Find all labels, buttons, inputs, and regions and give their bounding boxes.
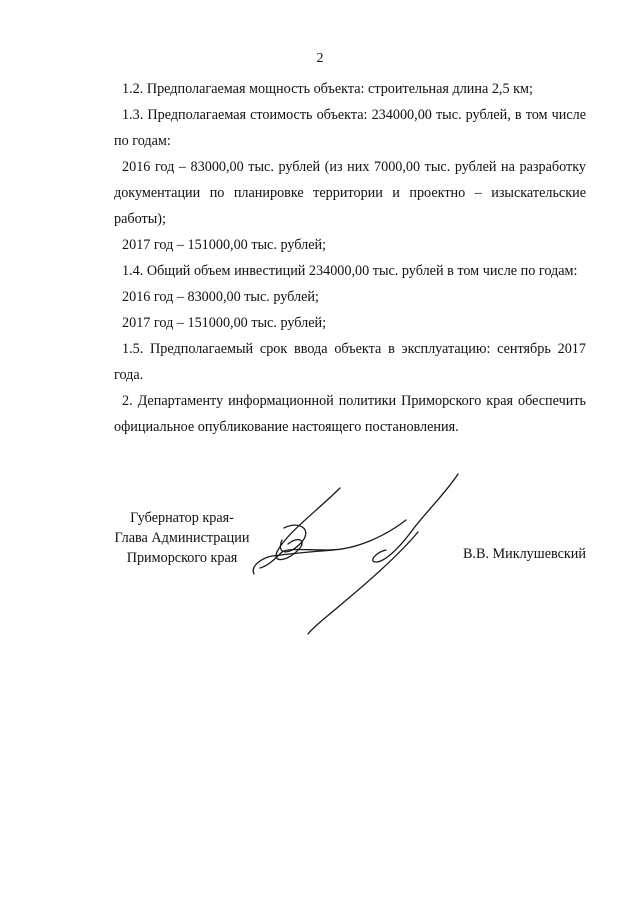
paragraph-2016-investment: 2016 год – 83000,00 тыс. рублей;: [122, 289, 319, 305]
page-number: 2: [316, 51, 324, 66]
signatory-title-line-1: Губернатор края-: [130, 510, 234, 526]
paragraph-2017-investment: 2017 год – 151000,00 тыс. рублей;: [122, 315, 327, 331]
handwritten-signature: [248, 470, 478, 640]
signatory-title: [102, 508, 262, 568]
paragraph-1-2: 1.2. Предполагаемая мощность объекта: строительная длина 2,5 км;: [122, 81, 533, 97]
document-body: [114, 76, 586, 440]
signatory-name: В.В. Миклушевский: [462, 546, 586, 562]
paragraph-1-5: 1.5. Предполагаемый срок ввода объекта в эксплуатацию: сентябрь 2017 года.: [114, 341, 586, 383]
signatory-title-line-3: Приморского края: [126, 550, 238, 566]
paragraph-2017-cost: 2017 год – 151000,00 тыс. рублей;: [122, 237, 327, 253]
signatory-title-line-2: Глава Администрации: [114, 530, 250, 546]
paragraph-1-3: 1.3. Предполагаемая стоимость объекта: 234000,00 тыс. рублей, в том числе по годам:: [114, 107, 586, 149]
paragraph-1-4: 1.4. Общий объем инвестиций 234000,00 тыс. рублей в том числе по годам:: [122, 263, 578, 279]
paragraph-2: 2. Департаменту информационной политики Приморского края обеспечить официальное опубликование настоящего постановления.: [114, 393, 586, 435]
paragraph-2016-cost: 2016 год – 83000,00 тыс. рублей (из них 7000,00 тыс. рублей на разработку документации по планировке территории и проектно – изыскательские работы);: [114, 159, 586, 227]
